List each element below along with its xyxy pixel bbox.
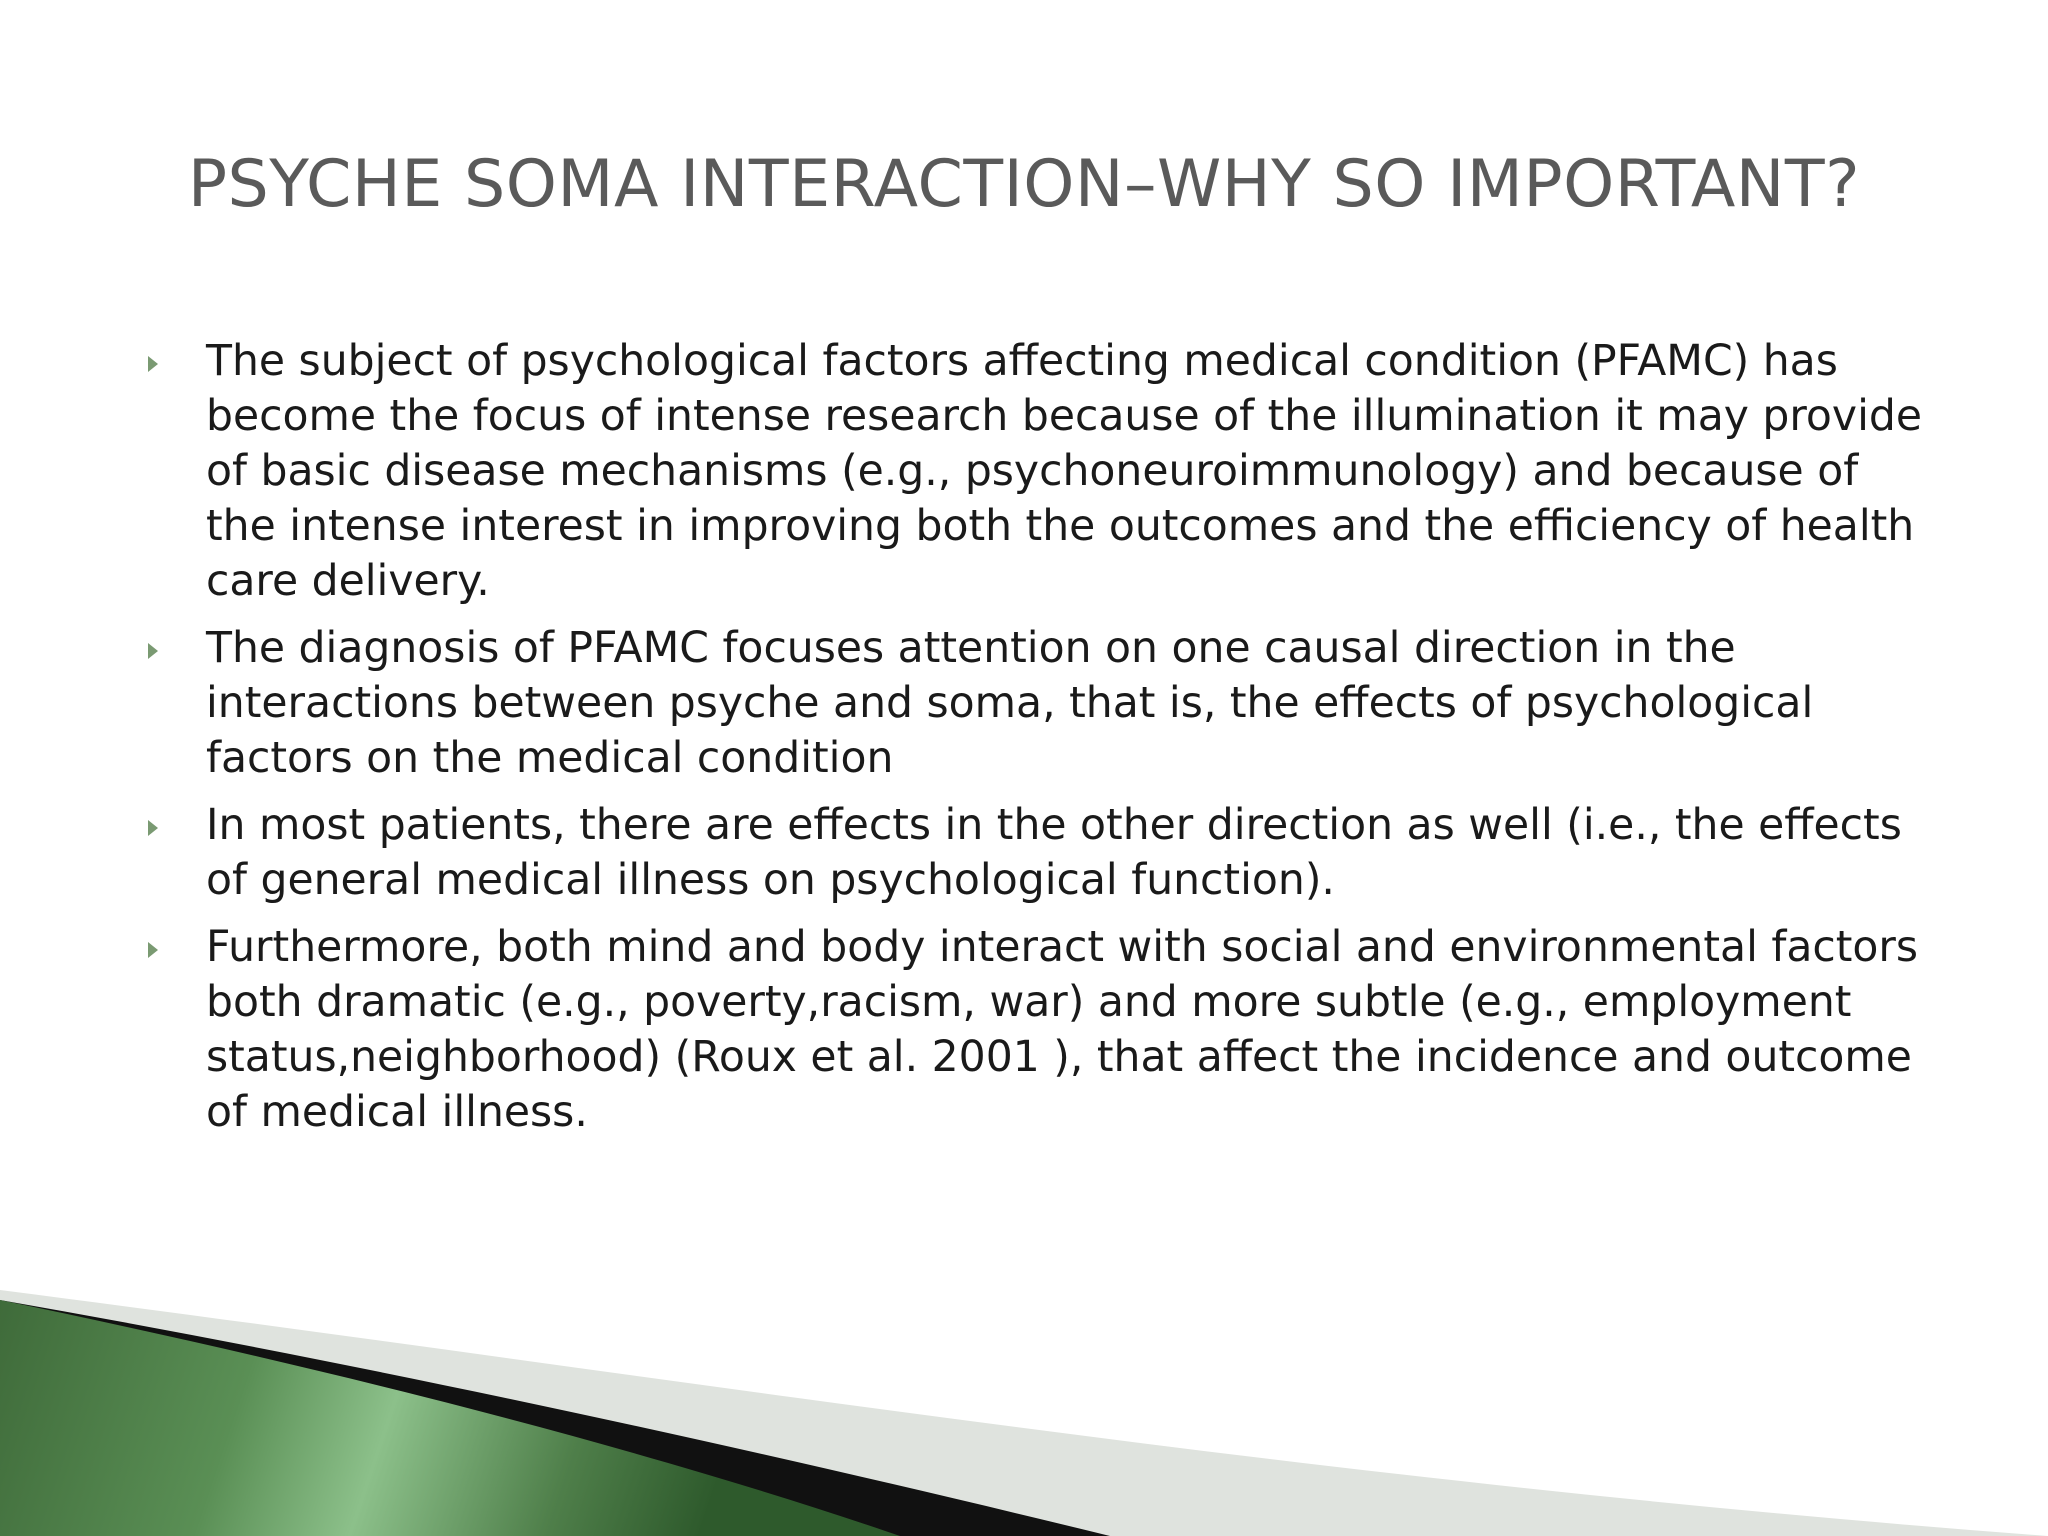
triangle-bullet-icon <box>148 942 158 958</box>
grey-swoosh-band <box>0 1290 2048 1536</box>
triangle-bullet-icon <box>148 643 158 659</box>
black-swoosh-band <box>0 1300 1110 1536</box>
bullet-text: The subject of psychological factors affecting medical condition (PFAMC) has become the focus of intense research because of the illumination it may provide of basic disease mechanisms (e.g., psychoneuroimmunology) and because of the intense interest in improving both the outcomes and the efficiency of health care delivery. <box>206 337 1923 606</box>
bullet-item <box>148 920 1938 1140</box>
bullet-text: The diagnosis of PFAMC focuses attention on one causal direction in the interactions between psyche and soma, that is, the effects of psychological factors on the medical condition <box>206 624 1814 783</box>
triangle-bullet-icon <box>148 820 158 836</box>
bullet-item <box>148 334 1938 609</box>
slide-title: PSYCHE SOMA INTERACTION–WHY SO IMPORTANT? <box>187 147 1861 222</box>
bullet-item <box>148 621 1938 786</box>
bullet-item <box>148 798 1938 908</box>
green-swoosh-band <box>0 1300 900 1536</box>
bullet-text: Furthermore, both mind and body interact with social and environmental factors both dramatic (e.g., poverty,racism, war) and more subtle (e.g., employment status,neighborhood) (Roux et al. 2001 ), that affect the incidence and outcome of medical illness. <box>206 923 1919 1137</box>
triangle-bullet-icon <box>148 356 158 372</box>
bullet-text: In most patients, there are effects in the other direction as well (i.e., the effects of general medical illness on psychological function). <box>206 801 1902 905</box>
bullet-list <box>148 334 1938 1152</box>
